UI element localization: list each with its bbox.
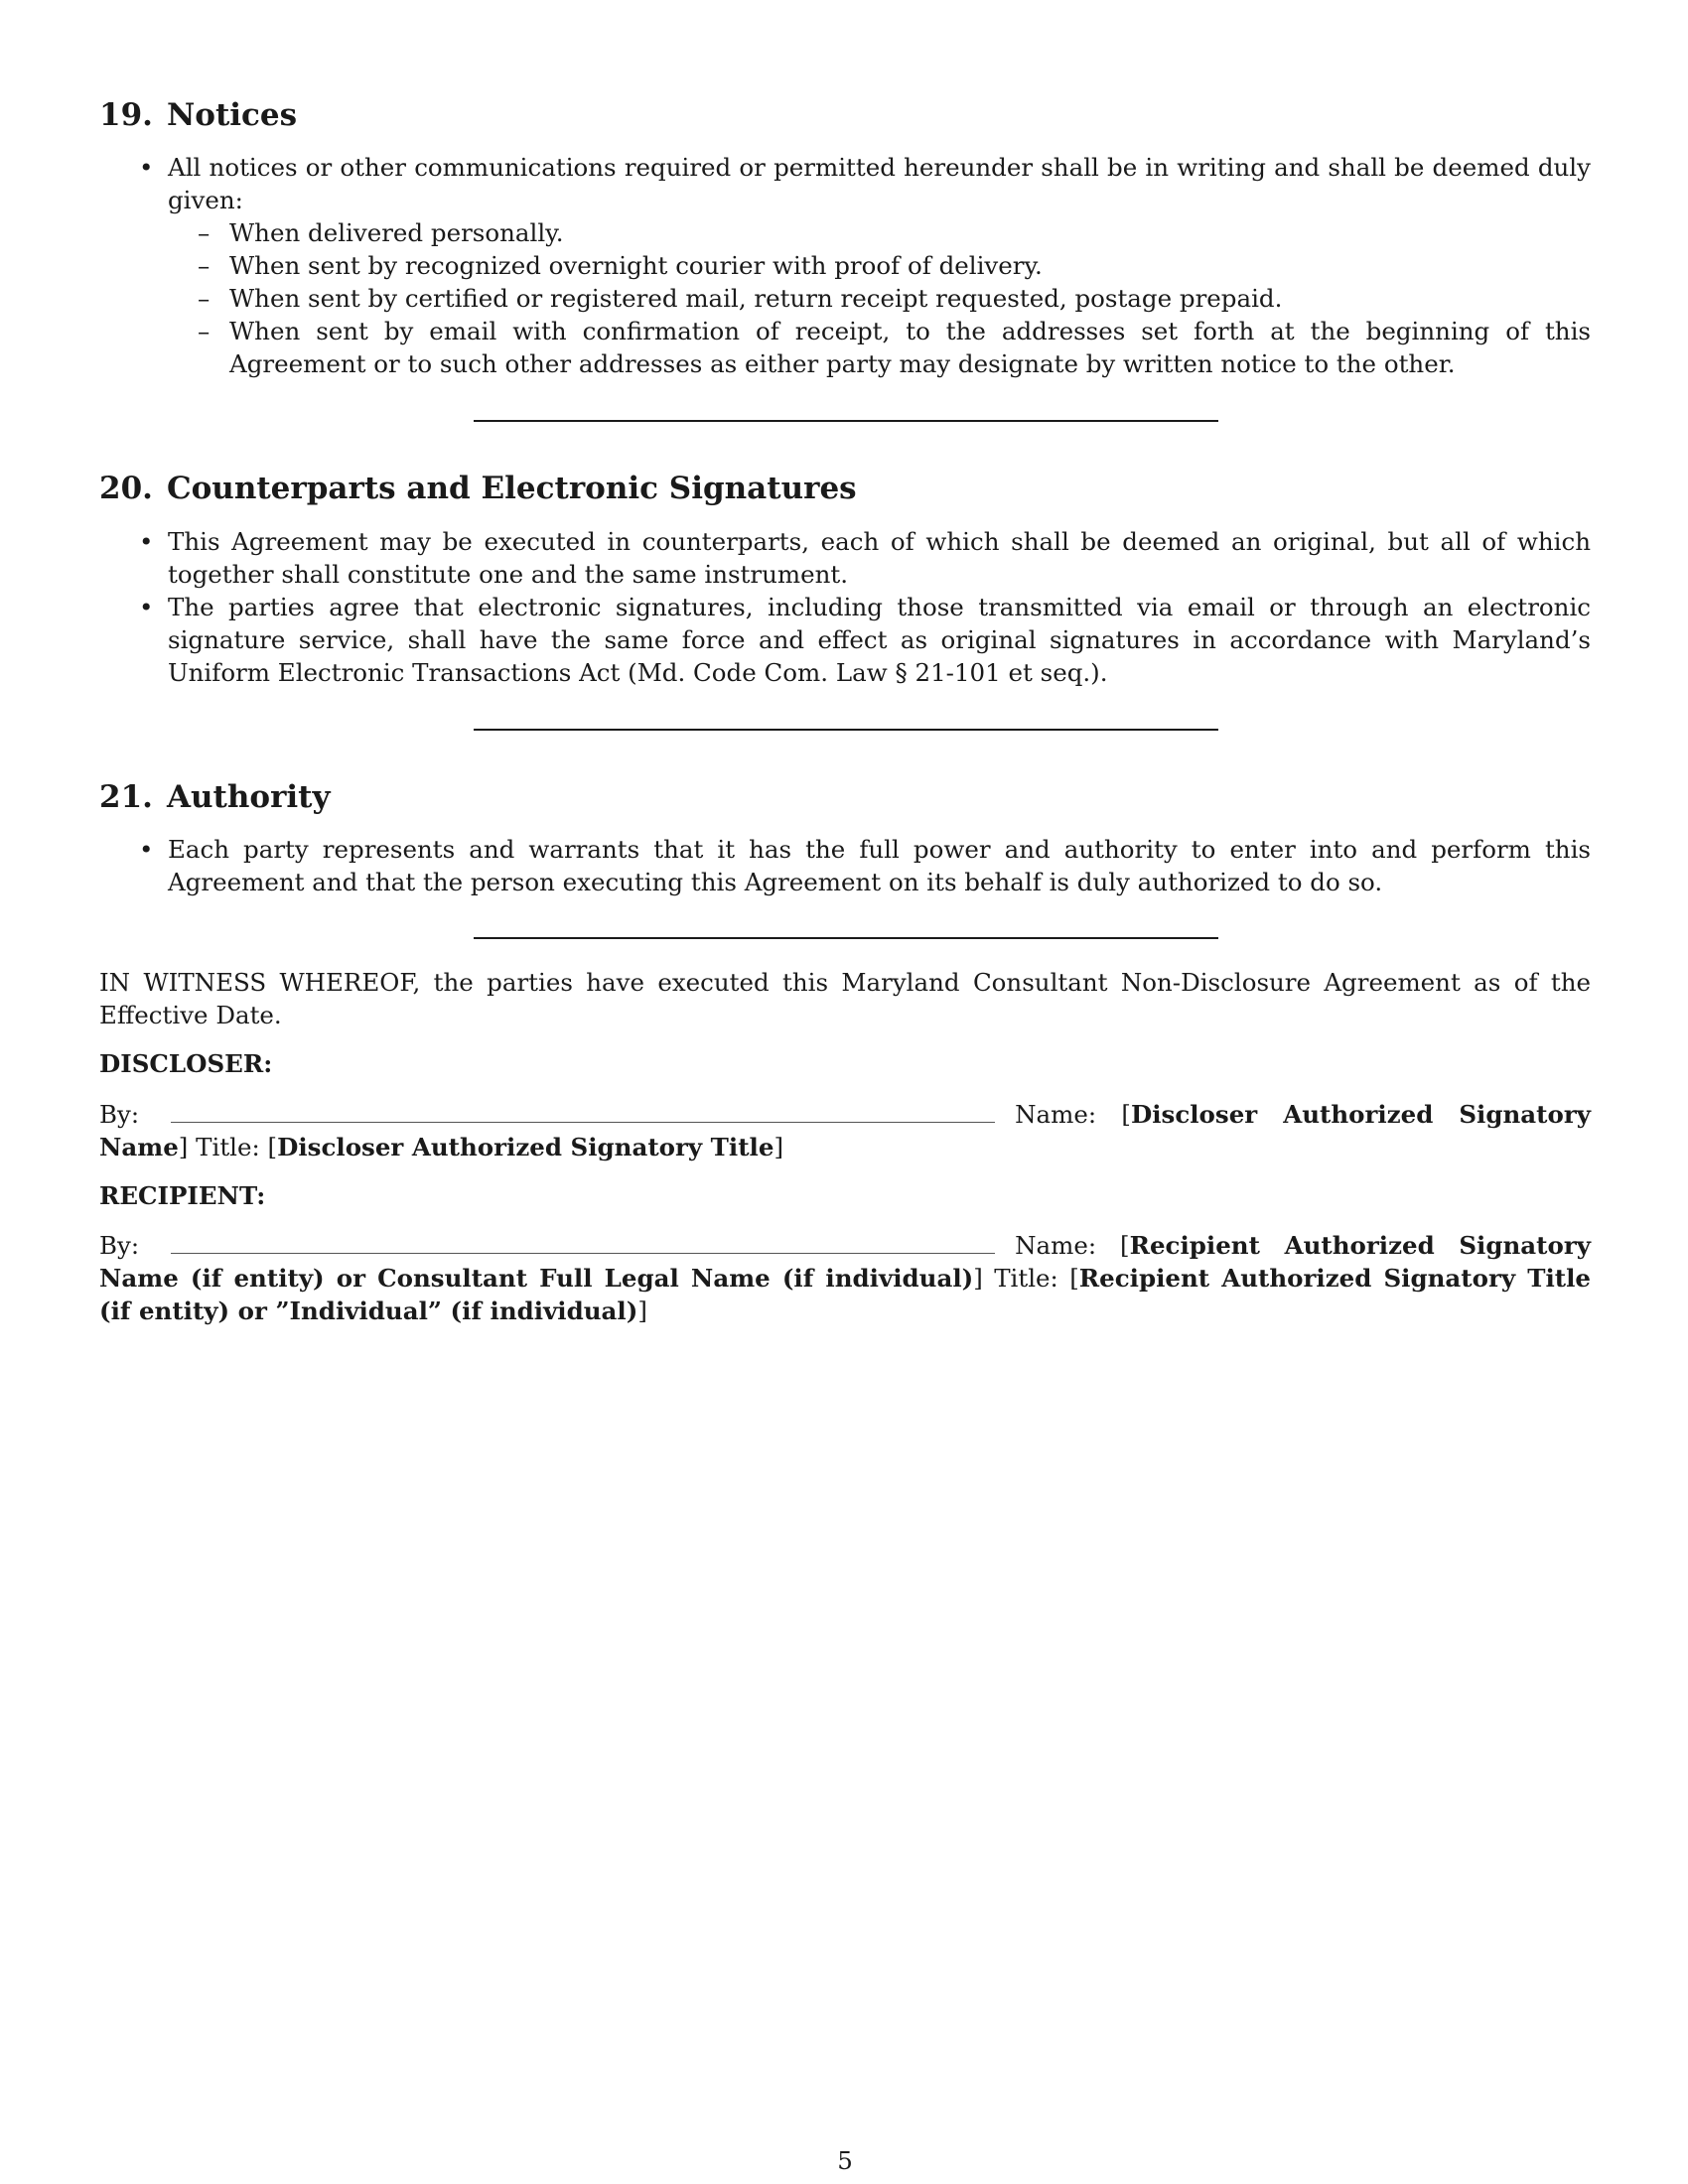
section-number: 19. [99,97,153,133]
list-item: – When sent by certified or registered mail, return receipt requested, postage prepaid. [168,282,1591,315]
list-item: – When delivered personally. [168,216,1591,249]
discloser-name-value: Discloser Authorized Signatory [1130,1100,1591,1129]
section-title: Counterparts and Electronic Signatures [166,471,857,506]
discloser-heading: DISCLOSER: [99,1049,273,1078]
recipient-title-value-cont: (if entity) or ”Individual” (if individual) [99,1297,638,1325]
discloser-name-title-line: Name] Title: [Discloser Authorized Signatory Title] [99,1133,783,1161]
section-number: 20. [99,471,153,506]
list-item: • Each party represents and warrants that it has the full power and authority to enter into and perform this Agreement and that the person executing this Agreement on its behalf is duly authorized to do so. [99,833,1591,898]
list-item: – When sent by email with confirmation of receipt, to the addresses set forth at the beginning of this Agreement or to such other addresses as either party may designate by written notice to the other. [168,315,1591,380]
discloser-signature-field[interactable] [171,1100,995,1123]
recipient-signature-field[interactable] [171,1231,995,1254]
section-divider [474,420,1218,422]
by-label: By: [99,1100,140,1129]
recipient-signature-block [99,1229,1591,1327]
recipient-name-value-cont: Name (if entity) or Consultant Full Legal Name (if individual) [99,1264,974,1293]
title-label: Title: [994,1264,1058,1293]
section-20-heading [99,469,857,508]
section-title: Notices [166,97,298,133]
list-item: – When sent by recognized overnight courier with proof of delivery. [168,249,1591,282]
notices-sublist [168,216,1591,380]
section-divider [474,729,1218,731]
discloser-name-value-cont: Name [99,1133,179,1161]
recipient-name-value: Recipient Authorized Signatory [1129,1231,1591,1260]
recipient-name-title-line: Name (if entity) or Consultant Full Legal Name (if individual)] Title: [Recipient Authorized Signatory Title [99,1264,1591,1293]
recipient-name-row: Name: [Recipient Authorized Signatory [1015,1231,1591,1260]
section-19-list [99,151,1591,380]
discloser-name-row: Name: [Discloser Authorized Signatory [1015,1100,1591,1129]
document-page [99,0,1591,2184]
section-number: 21. [99,779,153,815]
section-20-list [99,525,1591,689]
by-label: By: [99,1231,140,1260]
witness-clause: IN WITNESS WHEREOF, the parties have executed this Maryland Consultant Non-Disclosure Agreement as of the Effective Date. [99,968,1591,1029]
notices-intro: All notices or other communications required or permitted hereunder shall be in writing and shall be deemed duly given: [168,153,1591,214]
list-item: • The parties agree that electronic signatures, including those transmitted via email or through an electronic signature service, shall have the same force and effect as original signatures in accordance with Maryland’s Uniform Electronic Transactions Act (Md. Code Com. Law § 21-101 et seq.). [99,591,1591,689]
section-divider [474,937,1218,939]
name-label: Name: [1015,1231,1097,1260]
section-21-heading [99,777,331,817]
list-item: • This Agreement may be executed in counterparts, each of which shall be deemed an original, but all of which together shall constitute one and the same instrument. [99,525,1591,591]
discloser-title-value: Discloser Authorized Signatory Title [277,1133,774,1161]
name-label: Name: [1015,1100,1097,1129]
recipient-title-line: (if entity) or ”Individual” (if individual)] [99,1297,647,1325]
page-number: 5 [837,2146,853,2175]
title-label: Title: [196,1133,260,1161]
section-19-heading [99,95,297,135]
recipient-title-value: Recipient Authorized Signatory Title [1078,1264,1591,1293]
section-title: Authority [166,779,331,815]
section-21-list [99,833,1591,898]
discloser-signature-block [99,1098,1591,1163]
discloser-signature-line [99,1098,1591,1131]
list-item [99,151,1591,380]
recipient-signature-line [99,1229,1591,1262]
recipient-heading: RECIPIENT: [99,1181,266,1210]
